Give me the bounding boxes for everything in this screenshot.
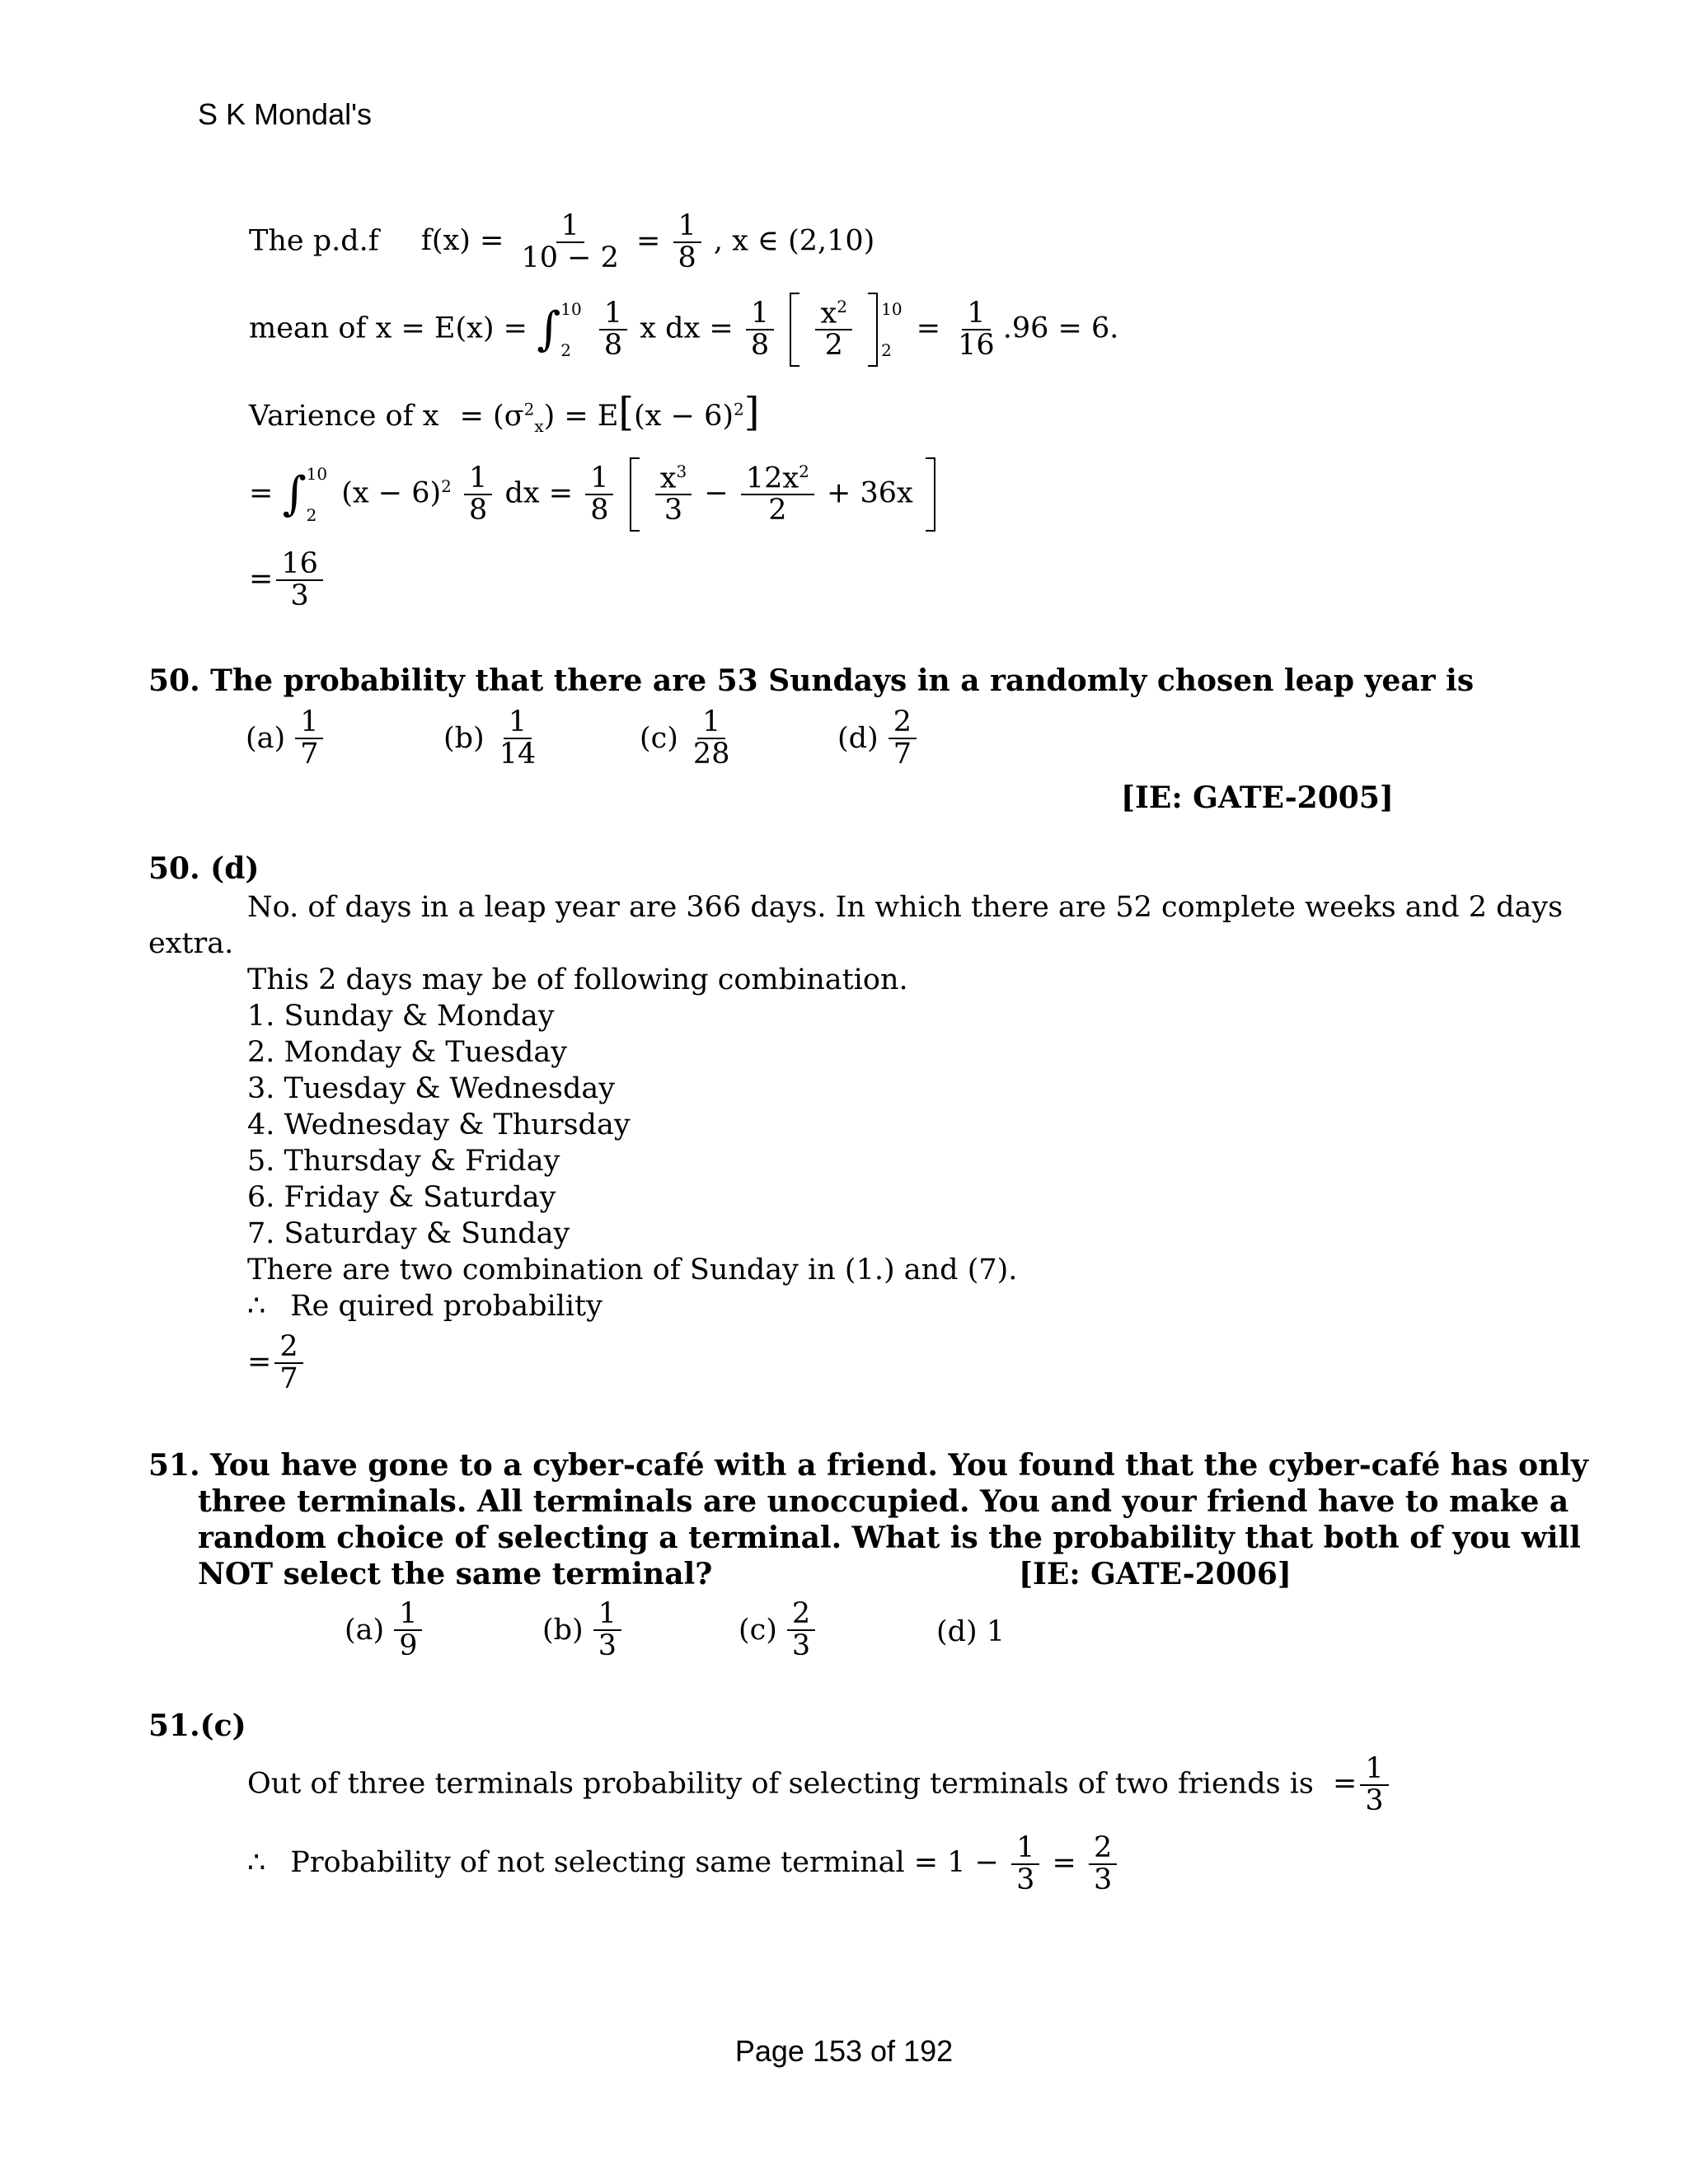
bracket-left (790, 293, 799, 367)
option-a: (a) $\frac{1}{9}$ (345, 1599, 425, 1661)
fraction: $\frac{1}{8}$ (673, 211, 701, 274)
probability-result: = $\frac{2}{7}$ (247, 1332, 307, 1394)
therefore-line: ∴ Re quired probability (247, 1290, 603, 1323)
option-c: (c) $\frac{2}{3}$ (738, 1599, 818, 1661)
question-51-line: 51. You have gone to a cyber-café with a friend. You found that the cyber-café has only (148, 1448, 1588, 1483)
answer-text: No. of days in a leap year are 366 days. In which there are 52 complete weeks and 2 days (247, 891, 1564, 924)
source-tag: [IE: GATE-2005] (1121, 780, 1394, 815)
page-number: Page 153 of 192 (734, 2034, 954, 2068)
combination-item: 7. Saturday & Sunday (247, 1217, 570, 1250)
answer-51-heading: 51.(c) (148, 1708, 246, 1743)
fraction: $\frac{1}{10 - 2}$ (521, 209, 619, 274)
answer-50-heading: 50. (d) (148, 851, 260, 886)
fraction: $\frac{x^2}{2}$ (815, 298, 851, 361)
combination-item: 6. Friday & Saturday (247, 1181, 556, 1214)
answer-text: There are two combination of Sunday in (1.) and (7). (247, 1254, 1018, 1286)
pdf-lhs: f(x) = (420, 224, 504, 258)
document-header: S K Mondal's (198, 97, 372, 131)
question-50: 50. The probability that there are 53 Sundays in a randomly chosen leap year is (148, 663, 1475, 698)
combination-item: 3. Tuesday & Wednesday (247, 1072, 616, 1105)
bracket-right (926, 457, 935, 532)
fraction: $\frac{1}{8}$ (585, 463, 613, 526)
fraction: $\frac{1}{3}$ (1011, 1833, 1039, 1896)
integral-limits: 10 2 (306, 464, 328, 525)
question-51-line: three terminals. All terminals are unoccupied. You and your friend have to make a (198, 1484, 1569, 1519)
combination-item: 5. Thursday & Friday (247, 1145, 560, 1178)
fraction: $\frac{1}{8}$ (599, 298, 627, 361)
fraction: $\frac{1}{3}$ (1360, 1754, 1388, 1816)
answer-text: This 2 days may be of following combination. (247, 963, 908, 996)
fraction: $\frac{1}{8}$ (464, 463, 492, 526)
integral-sign: ∫ (282, 467, 307, 521)
answer-51-line2: ∴ Probability of not selecting same terminal = 1 − $\frac{1}{3}$ = $\frac{2}{3}$ (247, 1833, 1120, 1896)
answer-51-line1: Out of three terminals probability of selecting terminals of two friends is = $\frac{1}{3}$ (247, 1754, 1392, 1816)
fraction: $\frac{16}{3}$ (276, 549, 323, 612)
variance-line: Varience of $x = (\sigma^2_x) = E[(x - 6)^2]$ (249, 389, 760, 436)
pdf-line: The p.d.f f(x) = $\frac{1}{10 - 2}$ = $\frac{1}{8}$ , x ∈ (2,10) (249, 209, 875, 274)
variance-integral-line: = ∫ 10 2 $(x - 6)^2$ $\frac{1}{8}$ dx = $\frac{1}{8}$ $\frac{x^3}{3}$ − $\frac{12x^2}{2}$ + 36x (249, 453, 939, 536)
integral-limits: 10 2 (560, 299, 582, 360)
combination-item: 2. Monday & Tuesday (247, 1036, 568, 1069)
combination-item: 4. Wednesday & Thursday (247, 1108, 631, 1141)
pdf-domain: , x ∈ (2,10) (713, 224, 875, 258)
fraction: $\frac{2}{3}$ (1089, 1833, 1117, 1896)
option-d: (d) 1 (936, 1615, 1006, 1648)
bracket-right (868, 293, 878, 367)
option-d: (d) $\frac{2}{7}$ (837, 707, 920, 770)
fraction: $\frac{12x^2}{2}$ (741, 463, 814, 526)
option-b: (b) $\frac{1}{14}$ (443, 705, 537, 771)
integral-sign: ∫ (537, 302, 561, 356)
variance-result: = $\frac{16}{3}$ (249, 549, 326, 612)
answer-text: extra. (148, 927, 234, 960)
option-c: (c) $\frac{1}{28}$ (640, 705, 730, 771)
source-tag: [IE: GATE-2006] (1019, 1557, 1292, 1591)
mean-line: mean of x = E(x) = ∫ 10 2 $\frac{1}{8}$ x dx = $\frac{1}{8}$ $\frac{x^2}{2}$ 10 2 = $\frac{1}{16}$ .96 = 6. (249, 288, 1118, 371)
mean-lhs: mean of x = E(x) = (249, 312, 528, 345)
pdf-label: The p.d.f (249, 224, 379, 258)
evaluation-limits: 10 2 (881, 299, 903, 360)
fraction: $\frac{1}{8}$ (746, 298, 774, 361)
question-51-line: NOT select the same terminal? (198, 1557, 713, 1591)
bracket-left (630, 457, 640, 532)
fraction: $\frac{1}{16}$ (958, 297, 995, 362)
fraction: $\frac{2}{7}$ (274, 1332, 302, 1394)
option-b: (b) $\frac{1}{3}$ (542, 1599, 625, 1661)
option-a: (a) $\frac{1}{7}$ (246, 707, 326, 770)
question-51-line: random choice of selecting a terminal. What is the probability that both of you will (198, 1521, 1581, 1555)
combination-item: 1. Sunday & Monday (247, 1000, 555, 1033)
fraction: $\frac{x^3}{3}$ (655, 463, 692, 526)
